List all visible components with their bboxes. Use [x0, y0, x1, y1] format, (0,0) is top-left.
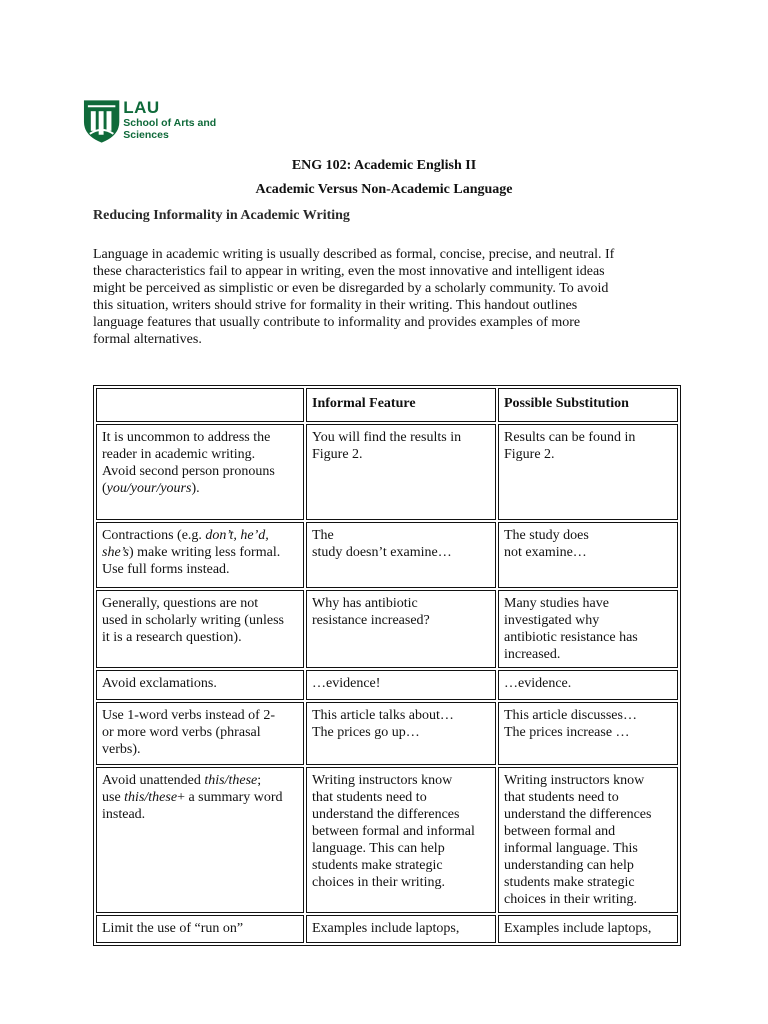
rule-line: [102, 612, 298, 629]
rule-text: ).: [191, 481, 200, 496]
informal-line: resistance increased?: [312, 613, 430, 628]
rule-text: Avoid exclamations.: [102, 676, 217, 691]
rule-line: [102, 920, 298, 937]
informal-cell: [306, 670, 496, 700]
formal-line: antibiotic resistance has: [504, 630, 638, 645]
informal-cell: [306, 702, 496, 765]
rule-text: ;: [257, 773, 262, 788]
rule-example: this/these: [204, 773, 258, 788]
rule-text: used in scholarly writing (unless: [102, 613, 284, 628]
table-row: [96, 767, 678, 913]
rule-line: [102, 629, 298, 646]
rule-line: [102, 772, 298, 789]
formal-line: choices in their writing.: [504, 892, 637, 907]
intro-line: these characteristics fail to appear in writing, even the most innovative and intelligent ideas: [93, 264, 605, 279]
rule-cell: [96, 670, 304, 700]
formal-line: The study does: [504, 528, 589, 543]
table-row: [96, 590, 678, 668]
table-header-row: [96, 388, 678, 422]
rule-cell: [96, 767, 304, 913]
rule-line: [102, 595, 298, 612]
header-cell-informal: Informal Feature: [306, 388, 496, 422]
informal-line: You will find the results in: [312, 430, 462, 445]
formal-line: not examine…: [504, 545, 587, 560]
rule-text: + a summary word: [177, 790, 283, 805]
rule-text: Use full forms instead.: [102, 562, 230, 577]
rule-text: (: [102, 481, 107, 496]
intro-line: might be perceived as simplistic or even be disregarded by a scholarly community. To avoid: [93, 281, 609, 296]
rule-line: [102, 741, 298, 758]
rule-text: instead.: [102, 807, 146, 822]
informal-cell: [306, 424, 496, 520]
informal-line: that students need to: [312, 790, 427, 805]
informal-line: between formal and informal: [312, 824, 475, 839]
formal-line: Writing instructors know: [504, 773, 645, 788]
substitution-cell: [498, 522, 678, 588]
rule-cell: [96, 702, 304, 765]
informal-line: Writing instructors know: [312, 773, 453, 788]
rule-example: she’s: [102, 545, 129, 560]
informal-line: Figure 2.: [312, 447, 363, 462]
rule-line: [102, 480, 298, 497]
page-subtitle: Academic Versus Non-Academic Language: [255, 182, 513, 197]
table-row: [96, 670, 678, 700]
informal-line: choices in their writing.: [312, 875, 445, 890]
rule-line: [102, 789, 298, 806]
rule-line: [102, 675, 298, 692]
rule-cell: [96, 915, 304, 943]
table-row: [96, 424, 678, 520]
formal-line: increased.: [504, 647, 561, 662]
rule-line: [102, 463, 298, 480]
informal-line: language. This can help: [312, 841, 445, 856]
rule-line: [102, 724, 298, 741]
rule-cell: [96, 522, 304, 588]
intro-line: formal alternatives.: [93, 332, 202, 347]
table-row: [96, 702, 678, 765]
formal-line: This article discusses…: [504, 708, 637, 723]
formal-line: Figure 2.: [504, 447, 555, 462]
lau-crest-icon: [82, 98, 121, 144]
formal-line: investigated why: [504, 613, 600, 628]
informal-line: Why has antibiotic: [312, 596, 418, 611]
table-row: [96, 522, 678, 588]
informal-cell: [306, 915, 496, 943]
informal-line: study doesn’t examine…: [312, 545, 452, 560]
rule-text: It is uncommon to address the: [102, 430, 271, 445]
rule-line: [102, 527, 298, 544]
formal-line: students make strategic: [504, 875, 635, 890]
section-heading: Reducing Informality in Academic Writing: [93, 208, 350, 223]
intro-line: this situation, writers should strive for formality in their writing. This handout outlines: [93, 298, 578, 313]
substitution-cell: [498, 670, 678, 700]
rule-line: [102, 429, 298, 446]
rule-line: [102, 446, 298, 463]
intro-line: Language in academic writing is usually described as formal, concise, precise, and neutral. If: [93, 247, 615, 262]
formal-line: between formal and: [504, 824, 616, 839]
informal-line: The prices go up…: [312, 725, 420, 740]
intro-line: language features that usually contribute to informality and provides examples of more: [93, 315, 581, 330]
substitution-cell: [498, 915, 678, 943]
header-cell-rule: [96, 388, 304, 422]
logo-name: LAU: [123, 98, 160, 117]
rule-text: ) make writing less formal.: [128, 545, 281, 560]
informal-cell: [306, 767, 496, 913]
formal-line: Many studies have: [504, 596, 609, 611]
rule-text: Limit the use of “run on”: [102, 921, 244, 936]
rule-text: it is a research question).: [102, 630, 242, 645]
informal-line: Examples include laptops,: [312, 921, 460, 936]
rule-text: Use 1-word verbs instead of 2-: [102, 708, 276, 723]
intro-paragraph: [93, 246, 683, 348]
rule-line: [102, 544, 298, 561]
informal-line: This article talks about…: [312, 708, 454, 723]
header-cell-substitution: Possible Substitution: [498, 388, 678, 422]
informal-line: understand the differences: [312, 807, 460, 822]
rule-line: [102, 561, 298, 578]
substitution-cell: [498, 424, 678, 520]
informality-table: [93, 385, 681, 946]
page-title: ENG 102: Academic English II: [291, 158, 477, 173]
substitution-cell: [498, 702, 678, 765]
rule-text: Avoid second person pronouns: [102, 464, 275, 479]
substitution-cell: [498, 767, 678, 913]
formal-line: understanding can help: [504, 858, 634, 873]
informal-cell: [306, 522, 496, 588]
logo-school: School of Arts and Sciences: [123, 117, 217, 141]
lau-logo: [82, 98, 262, 144]
informal-line: …evidence!: [312, 676, 381, 691]
rule-cell: [96, 424, 304, 520]
rule-example: this/these: [124, 790, 178, 805]
rule-example: you/your/yours: [106, 481, 192, 496]
formal-line: Results can be found in: [504, 430, 636, 445]
rule-text: verbs).: [102, 742, 141, 757]
rule-text: Avoid unattended: [102, 773, 205, 788]
formal-line: The prices increase …: [504, 725, 630, 740]
rule-text: Generally, questions are not: [102, 596, 259, 611]
formal-line: understand the differences: [504, 807, 652, 822]
rule-cell: [96, 590, 304, 668]
informal-line: students make strategic: [312, 858, 443, 873]
rule-example: don’t, he’d,: [205, 528, 269, 543]
rule-text: Contractions (e.g.: [102, 528, 206, 543]
informal-line: The: [312, 528, 334, 543]
rule-text: use: [102, 790, 125, 805]
rule-text: reader in academic writing.: [102, 447, 256, 462]
formal-line: informal language. This: [504, 841, 638, 856]
table-row: [96, 915, 678, 943]
formal-line: Examples include laptops,: [504, 921, 652, 936]
substitution-cell: [498, 590, 678, 668]
rule-text: or more word verbs (phrasal: [102, 725, 261, 740]
rule-line: [102, 806, 298, 823]
rule-line: [102, 707, 298, 724]
formal-line: …evidence.: [504, 676, 572, 691]
formal-line: that students need to: [504, 790, 619, 805]
informal-cell: [306, 590, 496, 668]
